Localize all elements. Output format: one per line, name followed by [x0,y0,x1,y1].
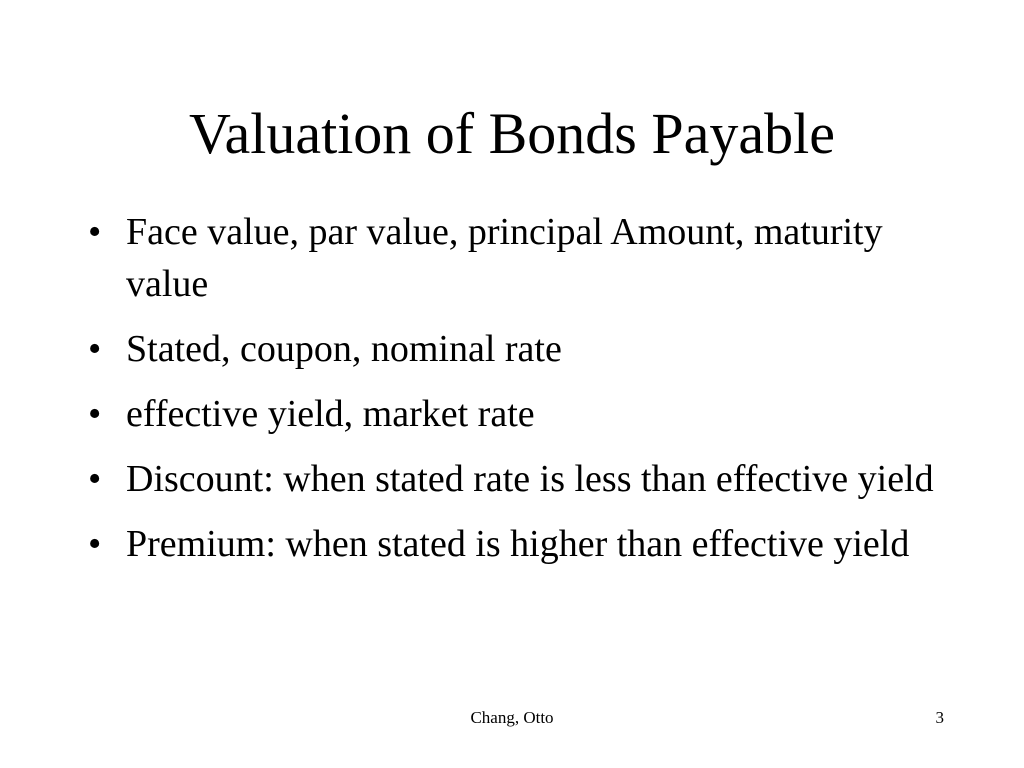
bullet-item-effective-yield [88,388,948,440]
bullet-text: Face value, par value, principal Amount, maturity value [126,211,883,305]
bullet-marker: • [88,523,102,565]
footer-page-number: 3 [935,708,944,727]
bullet-text: Stated, coupon, nominal rate [126,328,562,370]
bullet-marker: • [88,328,102,370]
bullet-marker: • [88,211,102,253]
footer-author: Chang, Otto [470,708,554,727]
bullet-item-face-value [88,206,948,310]
bullet-marker: • [88,458,102,500]
bullet-item-discount [88,453,948,505]
bullet-marker: • [88,393,102,435]
bullet-text: Premium: when stated is higher than effective yield [126,523,910,565]
bullet-item-premium [88,518,948,570]
bullet-text: Discount: when stated rate is less than effective yield [126,458,934,500]
bullet-text: effective yield, market rate [126,393,535,435]
bullet-item-stated-rate [88,323,948,375]
slide-title: Valuation of Bonds Payable [189,101,835,166]
bullet-list [88,206,948,583]
